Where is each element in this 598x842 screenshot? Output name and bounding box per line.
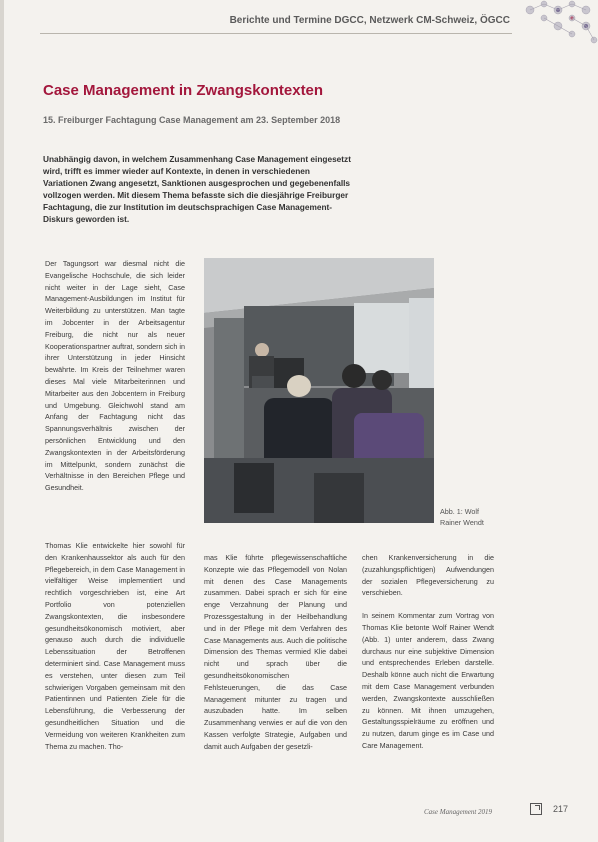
conference-photo — [204, 258, 434, 523]
article-subtitle: 15. Freiburger Fachtagung Case Management am 23. September 2018 — [43, 115, 341, 125]
header-divider — [40, 33, 512, 34]
section-header: Berichte und Termine DGCC, Netzwerk CM-Schweiz, ÖGCC — [229, 15, 510, 26]
body-column-3 — [362, 552, 494, 752]
body-column-1-top: Der Tagungsort war diesmal nicht die Evangelische Hochschule, die sich leider nicht weiter in der Lage sieht, Case Management-Ausbildungen im Institut für Weiterbildung zu unterstützen. Man tagte im Jobcenter in der Arbeitsagentur Freiburg, die nicht nur als neuer Kooperationspartner auftrat, sondern sich in ihrer Unterstützung in jeder Hinsicht bewährte. Im Kreis der Teilnehmer waren dieses Mal viele Mitarbeiterinnen und Mitarbeiter aus den Jobcentern in Freiburg und Umgebung. Gleichwohl stand am Anfang der Fachtagung nicht das Spannungsverhältnis zwischen der persönlichen Entwicklung und den Zwangskontexten in der Arbeitsförderung im Mittelpunkt, sondern zunächst die Verhältnisse in den Bereichen Pflege und Gesundheit. — [45, 259, 185, 493]
article-title: Case Management in Zwangskontexten — [43, 82, 324, 99]
footer-magazine-name: Case Management 2019 — [424, 808, 493, 816]
body-column-1-bottom: Thomas Klie entwickelte hier sowohl für den Krankenhaussektor als auch für den Pflegebereich, in dem Case Management in vielfältiger Weise implementiert und rechtlich vorgeschrieben ist, eine Art Portfolio von potenziellen Zwangskontexten, die insbesondere gesundheitsökonomisch motiviert, aber genauso auch durch die individuelle Lebenssituation der Betroffenen determiniert sind. Case Management muss es verstehen, unter diesen zum Teil schwierigen Vorgaben gemeinsam mit den Patientinnen und Patienten Ziele für die Lebensführung, die Verbesserung der gesundheitlichen Situation und die Vermeidung von weiteren Krankheiten zum Thema zu machen. Tho- — [45, 541, 185, 751]
body-column-3-paragraph-2: In seinem Kommentar zum Vortrag von Thomas Klie betonte Wolf Rainer Wendt (Abb. 1) unter anderem, dass Zwang durchaus nur eine subjektive Dimension und entsprechendes Erleben darstelle. Deshalb könne auch nicht die Erwartung mit dem Case Management verbunden werden, Zwangskontexte ausschließen zu können. Mit ihnen umzugehen, Gestaltungsspielräume zu eröffnen und zu nutzen, darum ginge es im Case und Care Management. — [362, 611, 494, 750]
page-number: 217 — [553, 804, 569, 814]
body-column-3-paragraph-1: chen Krankenversicherung in die (zuzahlungspflichtigen) Aufwendungen der sozialen Pflegeversicherung zu verschieben. — [362, 553, 494, 598]
photo-caption: Abb. 1: Wolf Rainer Wendt — [440, 507, 484, 527]
external-link-icon — [530, 803, 542, 815]
hexagon-pattern-decoration — [518, 0, 598, 60]
body-column-2: mas Klie führte pflegewissenschaftliche Konzepte wie das Pflegemodell von Nolan mit denen des Case Managements zusammen. Dabei sprach er sich für eine enge Verzahnung der Planung und Prozessgestaltung in der Heilbehandlung und in der Pflege mit dem Verfahren des Case Managements aus. Auch die politische Dimension des Themas vermied Klie dabei nicht und sprach über die gesundheitsökonomischen Fehlsteuerungen, die das Case Management mitunter zu tragen und auszubaden hatte. Im selben Zusammenhang verwies er auf die von den Kassen verfolgte Strategie, Aufgaben und damit auch Aufgaben der gesetzli- — [204, 553, 347, 751]
article-lead: Unabhängig davon, in welchem Zusammenhang Case Management eingesetzt wird, trifft es immer wieder auf Kontexte, in denen in verschiedenen Variationen Zwang angesetzt, Sanktionen ausgesprochen und gegebenenfalls vollzogen werden. Mit diesem Thema befasste sich die diesjährige Freiburger Fachtagung, die zur Institution im deutschsprachigen Case Management-Diskurs geworden ist. — [43, 154, 351, 224]
page-edge — [0, 0, 4, 842]
